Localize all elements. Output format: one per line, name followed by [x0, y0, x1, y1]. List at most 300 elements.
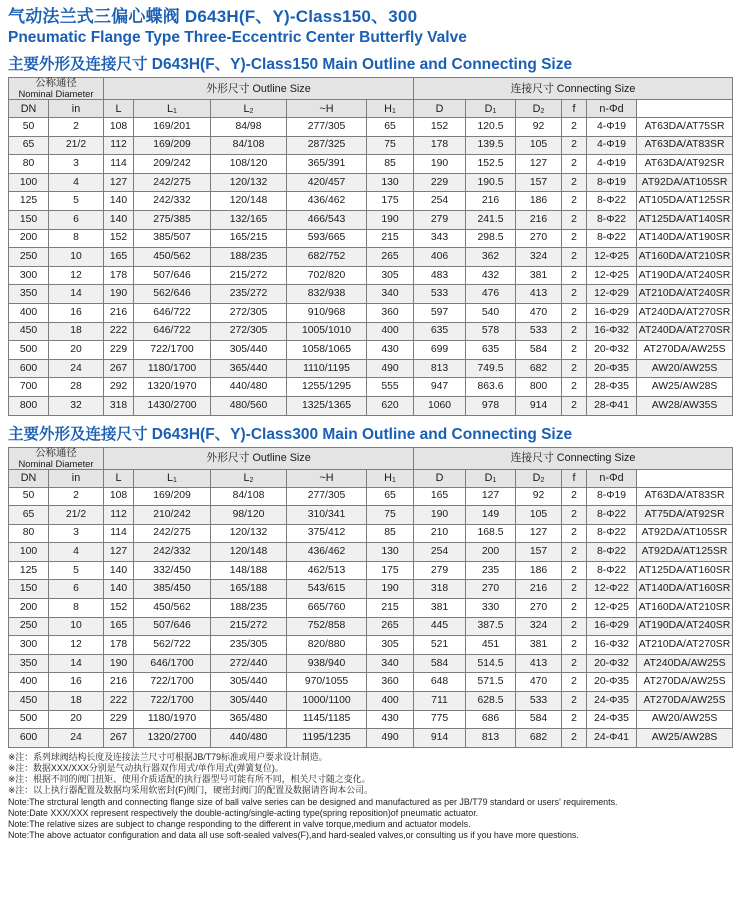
cell-f: 2 [562, 506, 587, 525]
cell-h1: 265 [367, 248, 414, 267]
cell-l1: 242/275 [134, 173, 211, 192]
cell-h: 420/457 [287, 173, 367, 192]
cell-l2: 108/120 [211, 155, 287, 174]
cell-h: 1145/1185 [287, 710, 367, 729]
cell-l2: 365/440 [211, 359, 287, 378]
cell-f: 2 [562, 710, 587, 729]
table-row [9, 173, 733, 192]
cell-d: 711 [414, 692, 466, 711]
cell-l: 140 [104, 210, 134, 229]
col-f: f [562, 469, 587, 487]
cell-d: 178 [414, 136, 466, 155]
cell-l1: 562/722 [134, 636, 211, 655]
cell-l2: 148/188 [211, 561, 287, 580]
cell-d1: 387.5 [466, 617, 516, 636]
cell-actuator-model: AW28/AW35S [637, 396, 733, 415]
col-dn: DN [9, 100, 49, 118]
cell-l1: 210/242 [134, 506, 211, 525]
table-row [9, 599, 733, 618]
cell-f: 2 [562, 359, 587, 378]
cell-l1: 1320/1970 [134, 378, 211, 397]
cell-l1: 507/646 [134, 617, 211, 636]
cell-in: 28 [49, 378, 104, 397]
cell-l2: 165/188 [211, 580, 287, 599]
cell-in: 4 [49, 543, 104, 562]
cell-n-phi-d: 16-Φ32 [587, 636, 637, 655]
table-row [9, 285, 733, 304]
table-row [9, 341, 733, 360]
col-d2-sub: 2 [540, 477, 545, 484]
cell-l2: 272/305 [211, 322, 287, 341]
cell-f: 2 [562, 248, 587, 267]
cell-f: 2 [562, 285, 587, 304]
table-row [9, 617, 733, 636]
cell-l2: 305/440 [211, 673, 287, 692]
cell-in: 10 [49, 617, 104, 636]
cell-f: 2 [562, 155, 587, 174]
cell-d2: 270 [516, 229, 562, 248]
table-row [9, 396, 733, 415]
cell-f: 2 [562, 654, 587, 673]
table-row [9, 506, 733, 525]
cell-l1: 646/1700 [134, 654, 211, 673]
col-h1 [367, 469, 414, 487]
cell-actuator-model: AW20/AW25S [637, 710, 733, 729]
cell-l: 152 [104, 229, 134, 248]
cell-d2: 470 [516, 303, 562, 322]
cell-h: 1325/1365 [287, 396, 367, 415]
cell-l1: 562/646 [134, 285, 211, 304]
cell-l: 318 [104, 396, 134, 415]
section-title-class150: 主要外形及连接尺寸 D643H(F、Y)-Class150 Main Outline and Connecting Size [8, 56, 573, 73]
col-n-phi-d: n-Φd [587, 469, 637, 487]
cell-d2: 470 [516, 673, 562, 692]
cell-actuator-model: AT140DA/AT190SR [637, 229, 733, 248]
cell-h1: 175 [367, 561, 414, 580]
cell-dn: 350 [9, 285, 49, 304]
col-d1-sub: 1 [492, 477, 497, 484]
cell-d2: 682 [516, 359, 562, 378]
table-row [9, 118, 733, 137]
cell-in: 20 [49, 710, 104, 729]
cell-l1: 242/275 [134, 524, 211, 543]
cell-l: 222 [104, 692, 134, 711]
cell-h1: 215 [367, 229, 414, 248]
cell-d: 210 [414, 524, 466, 543]
cell-h: 365/391 [287, 155, 367, 174]
table-row [9, 378, 733, 397]
cell-actuator-model: AT240DA/AW25S [637, 654, 733, 673]
col-d2-label: D [532, 472, 541, 484]
cell-n-phi-d: 8-Φ22 [587, 229, 637, 248]
cell-dn: 200 [9, 229, 49, 248]
cell-actuator-model: AT92DA/AT105SR [637, 173, 733, 192]
cell-l1: 385/450 [134, 580, 211, 599]
note-line: ※注：系列球阀结构长度及连接法兰尺寸可根据JB/T79标准或用户要求设计制造。 [8, 751, 328, 762]
note-line: Note:The strctural length and connecting flange size of ball valve series can be designed and manufactured as per JB/T79 standard or users' requirements. [8, 796, 618, 807]
cell-in: 5 [49, 192, 104, 211]
cell-in: 24 [49, 359, 104, 378]
cell-d: 279 [414, 210, 466, 229]
cell-l1: 242/332 [134, 543, 211, 562]
cell-in: 8 [49, 599, 104, 618]
cell-d2: 157 [516, 173, 562, 192]
cell-n-phi-d: 4-Φ19 [587, 136, 637, 155]
cell-l: 108 [104, 487, 134, 506]
cell-l: 216 [104, 303, 134, 322]
cell-f: 2 [562, 543, 587, 562]
cell-h: 462/513 [287, 561, 367, 580]
cell-dn: 200 [9, 599, 49, 618]
cell-n-phi-d: 8-Φ19 [587, 487, 637, 506]
cell-l1: 332/450 [134, 561, 211, 580]
cell-dn: 80 [9, 155, 49, 174]
col-d1-label: D [484, 472, 493, 484]
table-class150 [8, 77, 733, 416]
cell-d: 947 [414, 378, 466, 397]
table-row [9, 654, 733, 673]
cell-actuator-model: AW20/AW25S [637, 359, 733, 378]
cell-l2: 120/148 [211, 543, 287, 562]
cell-n-phi-d: 28-Φ35 [587, 378, 637, 397]
cell-l: 140 [104, 192, 134, 211]
col-l1 [134, 469, 211, 487]
cell-h1: 360 [367, 673, 414, 692]
cell-dn: 300 [9, 266, 49, 285]
col-h1-label: H [384, 102, 392, 115]
cell-h: 938/940 [287, 654, 367, 673]
table-row [9, 266, 733, 285]
cell-n-phi-d: 8-Φ22 [587, 524, 637, 543]
cell-d: 190 [414, 155, 466, 174]
cell-l: 292 [104, 378, 134, 397]
cell-f: 2 [562, 210, 587, 229]
outline-size-header: 外形尺寸 Outline Size [104, 447, 414, 469]
cell-f: 2 [562, 729, 587, 748]
col-h: ~H [287, 469, 367, 487]
cell-in: 18 [49, 692, 104, 711]
cell-l: 267 [104, 729, 134, 748]
outline-size-header: 外形尺寸 Outline Size [104, 78, 414, 100]
cell-d1: 571.5 [466, 673, 516, 692]
col-d: D [414, 469, 466, 487]
nominal-diameter-en: Nominal Diameter [18, 88, 94, 99]
table-row [9, 303, 733, 322]
cell-d: 318 [414, 580, 466, 599]
cell-h1: 215 [367, 599, 414, 618]
cell-dn: 500 [9, 710, 49, 729]
cell-d1: 578 [466, 322, 516, 341]
cell-actuator-model: AT92DA/AT105SR [637, 524, 733, 543]
col-h1-sub: 1 [391, 477, 396, 484]
cell-dn: 250 [9, 617, 49, 636]
cell-h: 970/1055 [287, 673, 367, 692]
cell-l: 112 [104, 136, 134, 155]
cell-l2: 235/305 [211, 636, 287, 655]
cell-l2: 165/215 [211, 229, 287, 248]
table-class150-body [9, 118, 733, 416]
cell-actuator-model: AT160DA/AT210SR [637, 248, 733, 267]
cell-f: 2 [562, 673, 587, 692]
cell-d1: 451 [466, 636, 516, 655]
cell-dn: 125 [9, 192, 49, 211]
cell-d2: 92 [516, 487, 562, 506]
cell-d1: 149 [466, 506, 516, 525]
col-d2 [516, 100, 562, 118]
table-row [9, 543, 733, 562]
col-d1-sub: 1 [492, 107, 497, 115]
cell-actuator-model: AT63DA/AT83SR [637, 487, 733, 506]
cell-h: 310/341 [287, 506, 367, 525]
cell-f: 2 [562, 266, 587, 285]
cell-d1: 813 [466, 729, 516, 748]
cell-d1: 635 [466, 341, 516, 360]
cell-l: 165 [104, 617, 134, 636]
cell-actuator-model: AT63DA/AT92SR [637, 155, 733, 174]
cell-dn: 100 [9, 173, 49, 192]
cell-d: 521 [414, 636, 466, 655]
cell-in: 14 [49, 285, 104, 304]
cell-in: 3 [49, 155, 104, 174]
cell-actuator-model: AW25/AW28S [637, 378, 733, 397]
col-l2 [211, 469, 287, 487]
cell-in: 20 [49, 341, 104, 360]
cell-d1: 540 [466, 303, 516, 322]
cell-h1: 265 [367, 617, 414, 636]
cell-d: 254 [414, 543, 466, 562]
cell-l2: 120/148 [211, 192, 287, 211]
cell-actuator-model: AT210DA/AT240SR [637, 285, 733, 304]
cell-h1: 340 [367, 654, 414, 673]
cell-d1: 330 [466, 599, 516, 618]
cell-f: 2 [562, 692, 587, 711]
cell-h1: 75 [367, 136, 414, 155]
cell-in: 16 [49, 673, 104, 692]
cell-dn: 700 [9, 378, 49, 397]
cell-d2: 413 [516, 285, 562, 304]
cell-actuator-model: AT270DA/AW25S [637, 341, 733, 360]
cell-h1: 130 [367, 543, 414, 562]
col-d1 [466, 469, 516, 487]
cell-d1: 190.5 [466, 173, 516, 192]
cell-l1: 1180/1700 [134, 359, 211, 378]
note-line: ※注：根据不同的阀门扭矩、使用介质适配的执行器型号可能有所不同，相关尺寸随之变化。 [8, 774, 371, 785]
cell-l2: 120/132 [211, 173, 287, 192]
cell-n-phi-d: 12-Φ22 [587, 580, 637, 599]
cell-d2: 324 [516, 248, 562, 267]
cell-h: 1110/1195 [287, 359, 367, 378]
col-d: D [414, 100, 466, 118]
cell-n-phi-d: 12-Φ25 [587, 266, 637, 285]
cell-in: 12 [49, 636, 104, 655]
col-l: L [104, 469, 134, 487]
table-row [9, 524, 733, 543]
cell-d2: 216 [516, 210, 562, 229]
cell-d2: 157 [516, 543, 562, 562]
cell-f: 2 [562, 378, 587, 397]
cell-f: 2 [562, 636, 587, 655]
cell-actuator-model: AT125DA/AT160SR [637, 561, 733, 580]
cell-d2: 127 [516, 524, 562, 543]
cell-d2: 127 [516, 155, 562, 174]
cell-d: 445 [414, 617, 466, 636]
cell-n-phi-d: 12-Φ25 [587, 248, 637, 267]
cell-l: 114 [104, 155, 134, 174]
cell-l1: 169/209 [134, 136, 211, 155]
cell-h: 752/858 [287, 617, 367, 636]
cell-actuator-model: AT240DA/AT270SR [637, 322, 733, 341]
cell-h1: 430 [367, 341, 414, 360]
cell-dn: 50 [9, 118, 49, 137]
note-line: ※注：数据XXX/XXX分别是气动执行器双作用式/单作用式(弹簧复位)。 [8, 763, 284, 774]
cell-l2: 440/480 [211, 378, 287, 397]
col-d1-label: D [484, 102, 493, 115]
cell-n-phi-d: 24-Φ35 [587, 710, 637, 729]
nominal-diameter-header [9, 78, 104, 100]
cell-l2: 305/440 [211, 692, 287, 711]
cell-dn: 800 [9, 396, 49, 415]
cell-l2: 305/440 [211, 341, 287, 360]
cell-l1: 646/722 [134, 322, 211, 341]
cell-n-phi-d: 12-Φ25 [587, 599, 637, 618]
cell-l2: 440/480 [211, 729, 287, 748]
cell-actuator-model: AT160DA/AT210SR [637, 599, 733, 618]
nominal-diameter-cn: 公称通径 [35, 447, 77, 459]
nominal-diameter-header [9, 447, 104, 469]
cell-h1: 190 [367, 210, 414, 229]
cell-l1: 722/1700 [134, 341, 211, 360]
col-l2-label: L [243, 102, 250, 115]
note-line: Note:Date XXX/XXX represent respectively the double-acting/single-acting type(spring reposition)of pneumatic actuator. [8, 807, 479, 818]
cell-dn: 500 [9, 341, 49, 360]
cell-l1: 1320/2700 [134, 729, 211, 748]
cell-d1: 139.5 [466, 136, 516, 155]
col-l: L [104, 100, 134, 118]
cell-dn: 300 [9, 636, 49, 655]
cell-f: 2 [562, 192, 587, 211]
cell-dn: 125 [9, 561, 49, 580]
cell-n-phi-d: 16-Φ29 [587, 303, 637, 322]
cell-in: 5 [49, 561, 104, 580]
table-row [9, 673, 733, 692]
cell-h: 277/305 [287, 118, 367, 137]
cell-f: 2 [562, 580, 587, 599]
cell-n-phi-d: 24-Φ35 [587, 692, 637, 711]
col-h1 [367, 100, 414, 118]
cell-h1: 85 [367, 524, 414, 543]
cell-dn: 250 [9, 248, 49, 267]
cell-h: 1000/1100 [287, 692, 367, 711]
cell-in: 3 [49, 524, 104, 543]
cell-d: 229 [414, 173, 466, 192]
cell-actuator-model: AT190DA/AT240SR [637, 617, 733, 636]
cell-l: 165 [104, 248, 134, 267]
cell-l: 222 [104, 322, 134, 341]
col-n-phi-d: n-Φd [587, 100, 637, 118]
cell-dn: 350 [9, 654, 49, 673]
col-h: ~H [287, 100, 367, 118]
cell-l2: 98/120 [211, 506, 287, 525]
cell-l: 108 [104, 118, 134, 137]
cell-h: 1195/1235 [287, 729, 367, 748]
col-l1 [134, 100, 211, 118]
col-d2 [516, 469, 562, 487]
cell-in: 32 [49, 396, 104, 415]
cell-d1: 298.5 [466, 229, 516, 248]
cell-h1: 490 [367, 729, 414, 748]
cell-n-phi-d: 4-Φ19 [587, 155, 637, 174]
cell-h: 682/752 [287, 248, 367, 267]
cell-n-phi-d: 20-Φ32 [587, 341, 637, 360]
cell-d: 152 [414, 118, 466, 137]
cell-l2: 215/272 [211, 617, 287, 636]
cell-d2: 533 [516, 322, 562, 341]
cell-h1: 430 [367, 710, 414, 729]
cell-n-phi-d: 12-Φ29 [587, 285, 637, 304]
cell-d1: 628.5 [466, 692, 516, 711]
cell-f: 2 [562, 396, 587, 415]
table-row [9, 561, 733, 580]
cell-d1: 216 [466, 192, 516, 211]
cell-d1: 200 [466, 543, 516, 562]
cell-n-phi-d: 28-Φ41 [587, 396, 637, 415]
cell-h1: 490 [367, 359, 414, 378]
cell-in: 21/2 [49, 136, 104, 155]
cell-l1: 209/242 [134, 155, 211, 174]
cell-actuator-model: AT270DA/AW25S [637, 673, 733, 692]
cell-d2: 800 [516, 378, 562, 397]
cell-d1: 241.5 [466, 210, 516, 229]
cell-l1: 1180/1970 [134, 710, 211, 729]
note-line: Note:The above actuator configuration and data all use soft-sealed valves(F),and hard-sealed valves,or consulting us if you have more questions. [8, 830, 579, 841]
cell-d: 533 [414, 285, 466, 304]
cell-l1: 385/507 [134, 229, 211, 248]
nominal-diameter-en: Nominal Diameter [18, 457, 94, 469]
col-d2-label: D [532, 102, 541, 115]
cell-n-phi-d: 16-Φ29 [587, 617, 637, 636]
col-l2-sub: 2 [249, 477, 254, 484]
cell-n-phi-d: 8-Φ22 [587, 506, 637, 525]
cell-in: 24 [49, 729, 104, 748]
cell-h: 832/938 [287, 285, 367, 304]
cell-d1: 270 [466, 580, 516, 599]
cell-l: 267 [104, 359, 134, 378]
table-row [9, 229, 733, 248]
cell-dn: 400 [9, 673, 49, 692]
cell-f: 2 [562, 303, 587, 322]
cell-l: 190 [104, 285, 134, 304]
col-l2-sub: 2 [249, 107, 254, 115]
cell-h1: 400 [367, 692, 414, 711]
cell-l2: 365/480 [211, 710, 287, 729]
cell-d2: 324 [516, 617, 562, 636]
cell-d1: 686 [466, 710, 516, 729]
col-l2-label: L [243, 472, 250, 484]
cell-h1: 65 [367, 118, 414, 137]
cell-h: 436/462 [287, 543, 367, 562]
cell-n-phi-d: 20-Φ35 [587, 359, 637, 378]
cell-l2: 480/560 [211, 396, 287, 415]
cell-in: 14 [49, 654, 104, 673]
cell-f: 2 [562, 599, 587, 618]
cell-l2: 188/235 [211, 599, 287, 618]
cell-h: 436/462 [287, 192, 367, 211]
cell-in: 16 [49, 303, 104, 322]
cell-d2: 105 [516, 136, 562, 155]
cell-in: 18 [49, 322, 104, 341]
table-row [9, 322, 733, 341]
cell-d2: 682 [516, 729, 562, 748]
